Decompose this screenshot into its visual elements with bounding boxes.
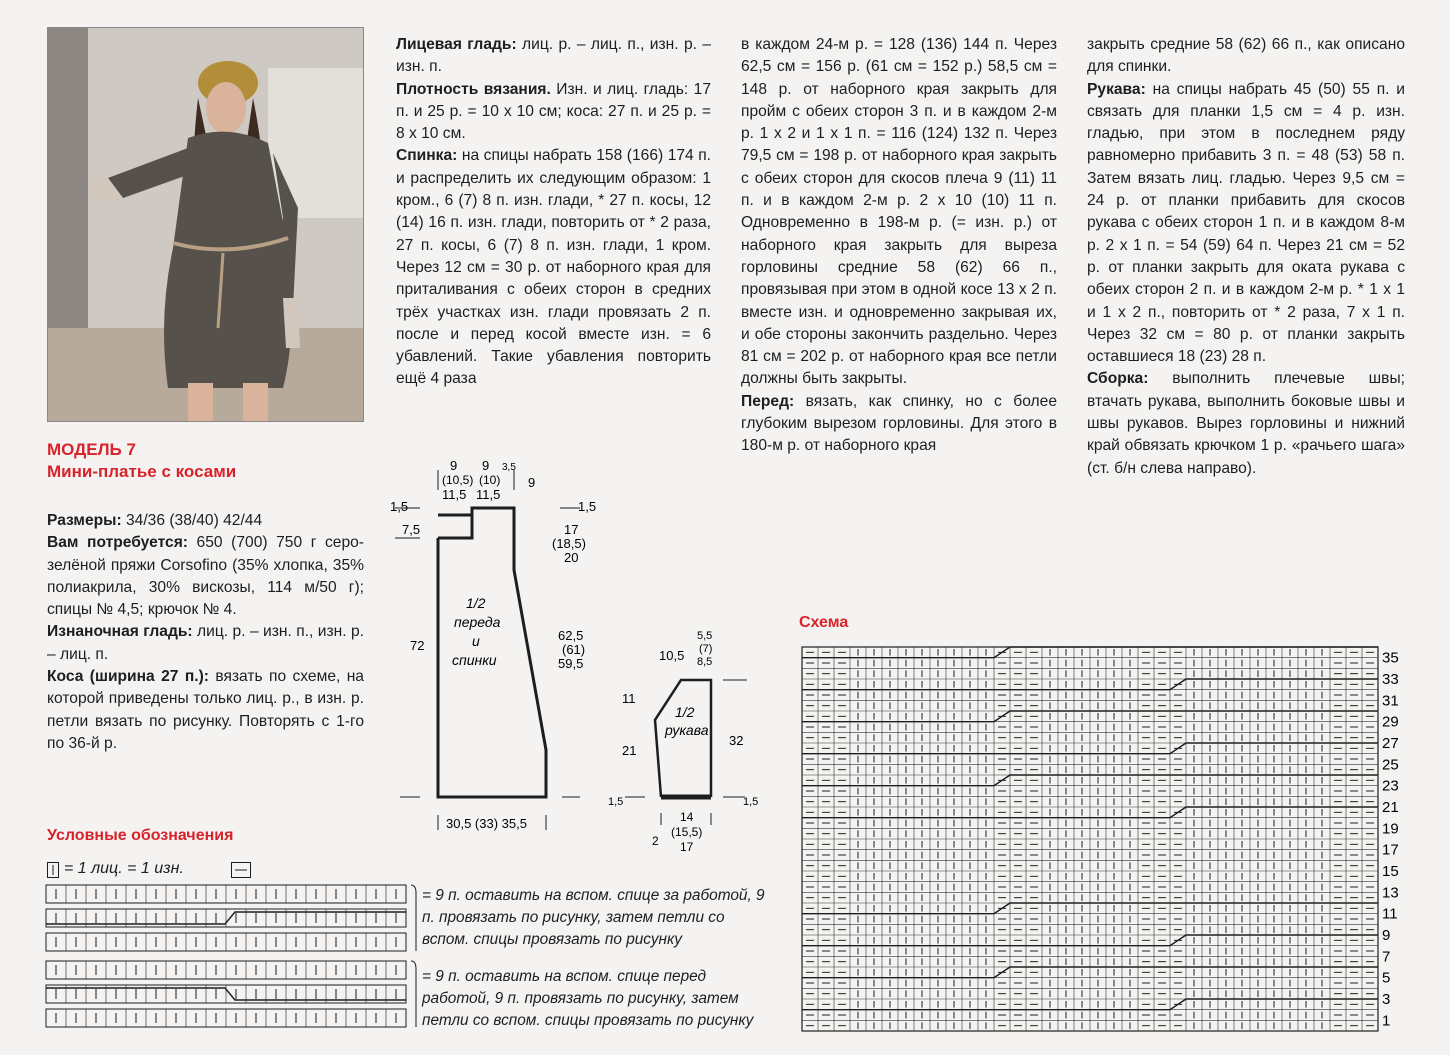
- row-label: 19: [1382, 820, 1399, 838]
- front-continued-paragraph: закрыть средние 58 (62) 66 п., как описано для спинки.: [1087, 36, 1405, 76]
- legend-title: Условные обозначения: [47, 827, 234, 844]
- back-paragraph: Спинка: на спицы набрать 158 (166) 174 п. и распределить их следующим образом: 1 кром., 6 (7) 8 п. изн. глади, * 27 п. косы, 12 (14) 16 п. изн. глади, повторить от * 2 раза, 27 п. косы, 6 (7) 8 п. изн. глади, 1 кром. Через 12 см = 30 р. от наборного края для приталивания с обеих сторон в средних трёх участках изн. глади провязать 2 п. после и перед косой вместе изн. = 6 убавлений. Такие убавления повторить ещё 4 раза: [396, 147, 711, 388]
- row-label: 35: [1382, 649, 1399, 667]
- row-label: 27: [1382, 735, 1399, 752]
- dress-pattern-diagram: [380, 450, 610, 860]
- sleeve-center-2: рукава: [665, 722, 709, 738]
- row-label: 5: [1382, 969, 1391, 987]
- model-number: МОДЕЛЬ 7: [47, 440, 136, 459]
- dress-right-1: 1,5: [578, 499, 597, 514]
- legend-line: = 1 лиц. = 1 изн.: [64, 860, 184, 877]
- row-label: 29: [1382, 713, 1399, 731]
- sleeve-pattern-diagram: [605, 625, 770, 855]
- dress-top-2b: (10): [479, 473, 501, 487]
- sleeve-left-3: 1,5: [608, 796, 624, 808]
- row-label: 13: [1382, 884, 1399, 902]
- row-label: 33: [1382, 671, 1399, 688]
- dress-top-4: 9: [528, 475, 536, 490]
- sleeve-left-1: 11: [622, 691, 636, 706]
- sleeves-paragraph: Рукава: на спицы набрать 45 (50) 55 п. и связать для планки 1,5 см = 4 р. изн. гладью, при этом в последнем ряду равномерно прибавить 3 п. = 48 (53) 58 п. Затем вязать лиц. гладью. Через 9,5 см = 24 р. от планки прибавить для скосов рукава с обеих сторон 1 п. и в каждом 8-м р. 2 х 1 п. = 54 (59) 64 п. Через 21 см = 52 р. от планки закрыть для оката рукава с обеих сторон 2 п. и в каждом 2-м р. * 1 х 1 и 1 х 2 п., повторить от * 2 раза, 7 х 1 п. Через 32 см = 80 р. от планки закрыть оставшиеся 18 (23) 28 п.: [1087, 80, 1405, 366]
- cable-chart: [800, 645, 1410, 1035]
- cable-front-symbol: [46, 961, 416, 1027]
- row-label: 21: [1382, 799, 1399, 816]
- spec-cable: Коса (ширина 27 п.): вязать по схеме, на которой приведены только лиц. р., в изн. р. петли вязать по рисунку. Повторять с 1-го по 36-й р.: [47, 668, 364, 752]
- knit-symbol-icon: [47, 862, 59, 878]
- knit-stitch-paragraph: Лицевая гладь: лиц. р. – лиц. п., изн. р. – изн. п.: [396, 36, 711, 76]
- sleeve-top-1: 5,5: [697, 630, 713, 642]
- row-label: 7: [1382, 948, 1391, 966]
- sleeve-top-2: (7): [699, 643, 713, 655]
- dress-top-1b: (10,5): [442, 473, 474, 487]
- woman-in-cable-knit-dress-photo: [48, 28, 363, 421]
- sleeve-bottom-3: 17: [680, 840, 694, 854]
- model-name: Мини-платье с косами: [47, 462, 237, 481]
- dress-left-2: 7,5: [402, 522, 421, 537]
- sleeve-right-1: 32: [729, 733, 744, 748]
- dress-top-2c: 11,5: [476, 487, 501, 502]
- scheme-title: Схема: [799, 614, 849, 631]
- instructions-col-4: [1087, 34, 1405, 480]
- gauge-paragraph: Плотность вязания. Изн. и лиц. гладь: 17 п. и 25 р. = 10 х 10 см; коса: 27 п. и 25 р. = 8 х 10 см.: [396, 80, 711, 143]
- instructions-col-2: [396, 34, 711, 391]
- legend-desc-back: = 9 п. оставить на вспом. спице за работой, 9 п. провязать по рисунку, затем петли со вспом. спицы провязать по рисунку: [422, 887, 765, 948]
- dress-right-5: 62,5: [558, 628, 584, 643]
- dress-bottom: 30,5 (33) 35,5: [446, 816, 527, 831]
- row-label: 15: [1382, 863, 1399, 880]
- purl-symbol-icon: [231, 862, 251, 878]
- dress-right-3: (18,5): [552, 536, 586, 551]
- dress-center-1: 1/2: [466, 595, 486, 611]
- row-label: 17: [1382, 841, 1399, 859]
- sleeve-bottom-2: (15,5): [671, 825, 703, 839]
- back-continued-paragraph: в каждом 24-м р. = 128 (136) 144 п. Через 62,5 см = 156 р. (61 см = 152 р.) 58,5 см = 148 р. от наборного края закрыть для пройм с обеих сторон 3 п. и в каждом 2-м р. 1 х 2 и 1 х 1 п. = 116 (124) 132 п. Через 79,5 см = 198 р. от наборного края закрыть с обеих сторон для скосов плеча 9 (11) 11 п. и в каждом 2-м р. 2 х 10 (10) 11 п. Одновременно в 198-м р. (= изн. р.) от наборного края закрыть для выреза горловины средние 58 (62) 66 п., провязывая при этом в одной косе 13 х 2 п. вместе изн. и одновременно закрывая их, и обе стороны закончить раздельно. Через 81 см = 202 р. от наборного края все петли должны быть закрыты.: [741, 36, 1057, 388]
- sleeve-left-2: 21: [622, 743, 637, 758]
- dress-right-6: (61): [562, 642, 586, 657]
- dress-center-3: и: [472, 633, 480, 649]
- sleeve-top-3: 8,5: [697, 656, 713, 668]
- dress-right-4: 20: [564, 550, 579, 565]
- dress-right-7: 59,5: [558, 656, 584, 671]
- row-label: 23: [1382, 777, 1399, 795]
- row-label: 31: [1382, 692, 1399, 710]
- dress-top-3: 3,5: [502, 462, 516, 473]
- cable-symbols: [45, 883, 417, 1033]
- row-label: 1: [1382, 1012, 1391, 1030]
- row-label: 25: [1382, 756, 1399, 774]
- sleeve-top-4: 10,5: [659, 648, 685, 663]
- dress-center-2: переда: [454, 614, 501, 630]
- front-paragraph: Перед: вязать, как спинку, но с более глубоким вырезом горловины. Для этого в 180-м р. от наборного края: [741, 392, 1057, 455]
- row-label: 11: [1382, 905, 1398, 923]
- dress-top-2: 9: [482, 458, 490, 473]
- sleeve-bottom-1: 14: [680, 810, 694, 824]
- chart-grid: [802, 647, 1378, 1031]
- instructions-col-3: [741, 34, 1057, 458]
- cable-back-symbol: [46, 885, 416, 951]
- model-photo: [47, 27, 364, 422]
- specs-block: [47, 510, 364, 755]
- dress-center-4: спинки: [452, 652, 497, 668]
- dress-top-1c: 11,5: [442, 487, 467, 502]
- dress-left-1: 1,5: [390, 499, 409, 514]
- sleeve-right-2: 1,5: [743, 796, 759, 808]
- dress-top-1: 9: [450, 458, 458, 473]
- sleeve-center-1: 1/2: [675, 704, 695, 720]
- row-label: 3: [1382, 991, 1391, 1008]
- dress-right-2: 17: [564, 522, 579, 537]
- row-label: 9: [1382, 927, 1391, 944]
- spec-sizes: Размеры: 34/36 (38/40) 42/44: [47, 512, 263, 529]
- spec-purl-stitch: Изнаночная гладь: лиц. р. – изн. п., изн. р. – лиц. п.: [47, 623, 364, 663]
- model-title: [47, 439, 236, 483]
- chart-row-labels: [1382, 650, 1399, 1030]
- dress-left-3: 72: [410, 638, 425, 653]
- legend-desc-front: = 9 п. оставить на вспом. спице перед работой, 9 п. провязать по рисунку, затем петли со вспом. спицы провязать по рисунку: [422, 968, 754, 1029]
- sleeve-bottom-4: 2: [652, 834, 659, 848]
- assembly-paragraph: Сборка: выполнить плечевые швы; втачать рукава, выполнить боковые швы и швы рукавов. Вырез горловины и нижний край обвязать крючком 1 р. «рачьего шага» (ст. б/н слева направо).: [1087, 370, 1405, 477]
- spec-materials: Вам потребуется: 650 (700) 750 г серо-зелёной пряжи Corsofino (35% хлопка, 35% полиакрила, 30% вискозы, 114 м/50 г); спицы № 4,5; крючок № 4.: [47, 534, 364, 619]
